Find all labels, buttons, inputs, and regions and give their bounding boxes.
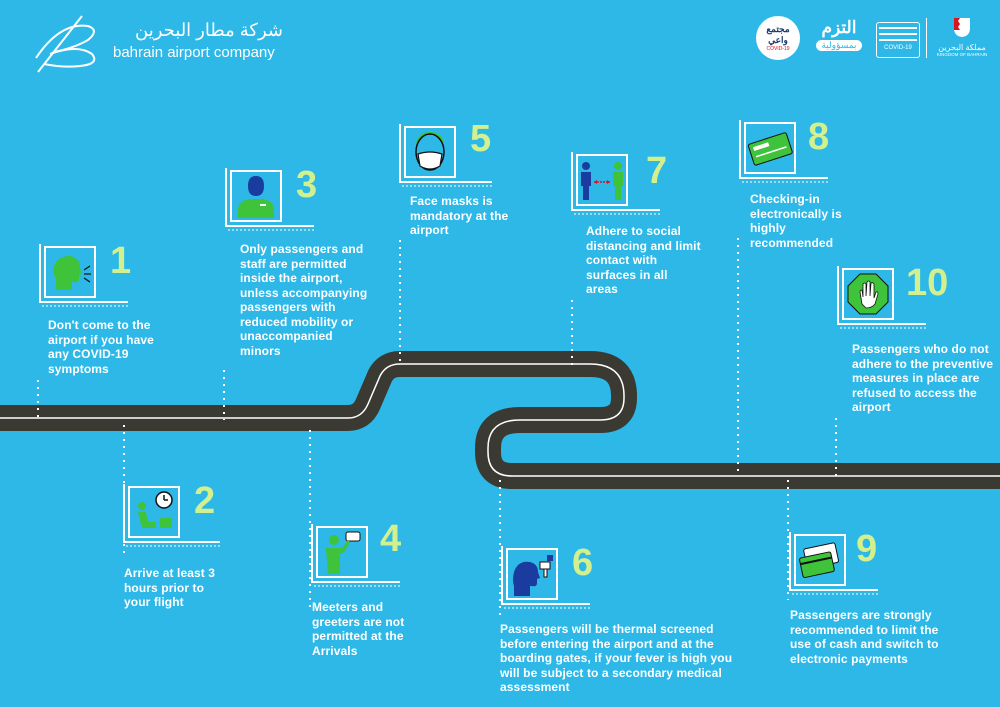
step-6-number: 6 (572, 542, 594, 584)
step-9-number: 9 (856, 528, 878, 570)
step-5-text: Face masks is mandatory at the airport (410, 194, 509, 237)
step-8-text: Checking-in electronically is highly recommended (750, 192, 842, 250)
step-4-number: 4 (380, 518, 402, 560)
commit-responsibly-badge: التزم بمسؤولية (816, 18, 862, 51)
step-9-text: Passengers are strongly recommended to limit the use of cash and switch to electronic payments (790, 608, 939, 666)
step-4-text: Meeters and greeters are not permitted at the Arrivals (312, 600, 405, 658)
step-2-number: 2 (194, 480, 216, 522)
step-7-number: 7 (646, 150, 668, 192)
badge-divider (926, 18, 927, 58)
step-3-number: 3 (296, 164, 318, 206)
step-2-text: Arrive at least 3 hours prior to your flight (124, 566, 216, 609)
brand-name-arabic: شركة مطار البحرين (135, 20, 283, 40)
kingdom-emblem-badge: مملكة البحرين KINGDOM OF BAHRAIN (934, 16, 990, 57)
step-10-text: Passengers who do not adhere to the preventive measures in place are refused to access the airport (852, 342, 994, 414)
step-3-text: Only passengers and staff are permitted inside the airport, unless accompanying passengers with reduced mobility or unaccompanied minors (240, 242, 368, 358)
step-6-text: Passengers will be thermal screened before entering the airport and at the boarding gates, if your fever is high you will be subject to a secondary medical assessment (500, 622, 733, 694)
bahrain-airport-logo-icon (30, 14, 110, 74)
step-1-text: Don't come to the airport if you have any COVID-19 symptoms (48, 318, 154, 376)
covid-campaign-badge: COVID-19 (876, 22, 920, 58)
step-10-number: 10 (906, 262, 949, 304)
step-8-number: 8 (808, 116, 830, 158)
step-7-text: Adhere to social distancing and limit contact with surfaces in all areas (586, 224, 701, 296)
bahrain-emblem-icon (952, 16, 972, 38)
community-aware-badge: مجتمع واعي COVID-19 (756, 16, 800, 60)
step-1-number: 1 (110, 240, 132, 282)
brand-name-english: bahrain airport company (113, 44, 275, 61)
step-5-number: 5 (470, 118, 492, 160)
